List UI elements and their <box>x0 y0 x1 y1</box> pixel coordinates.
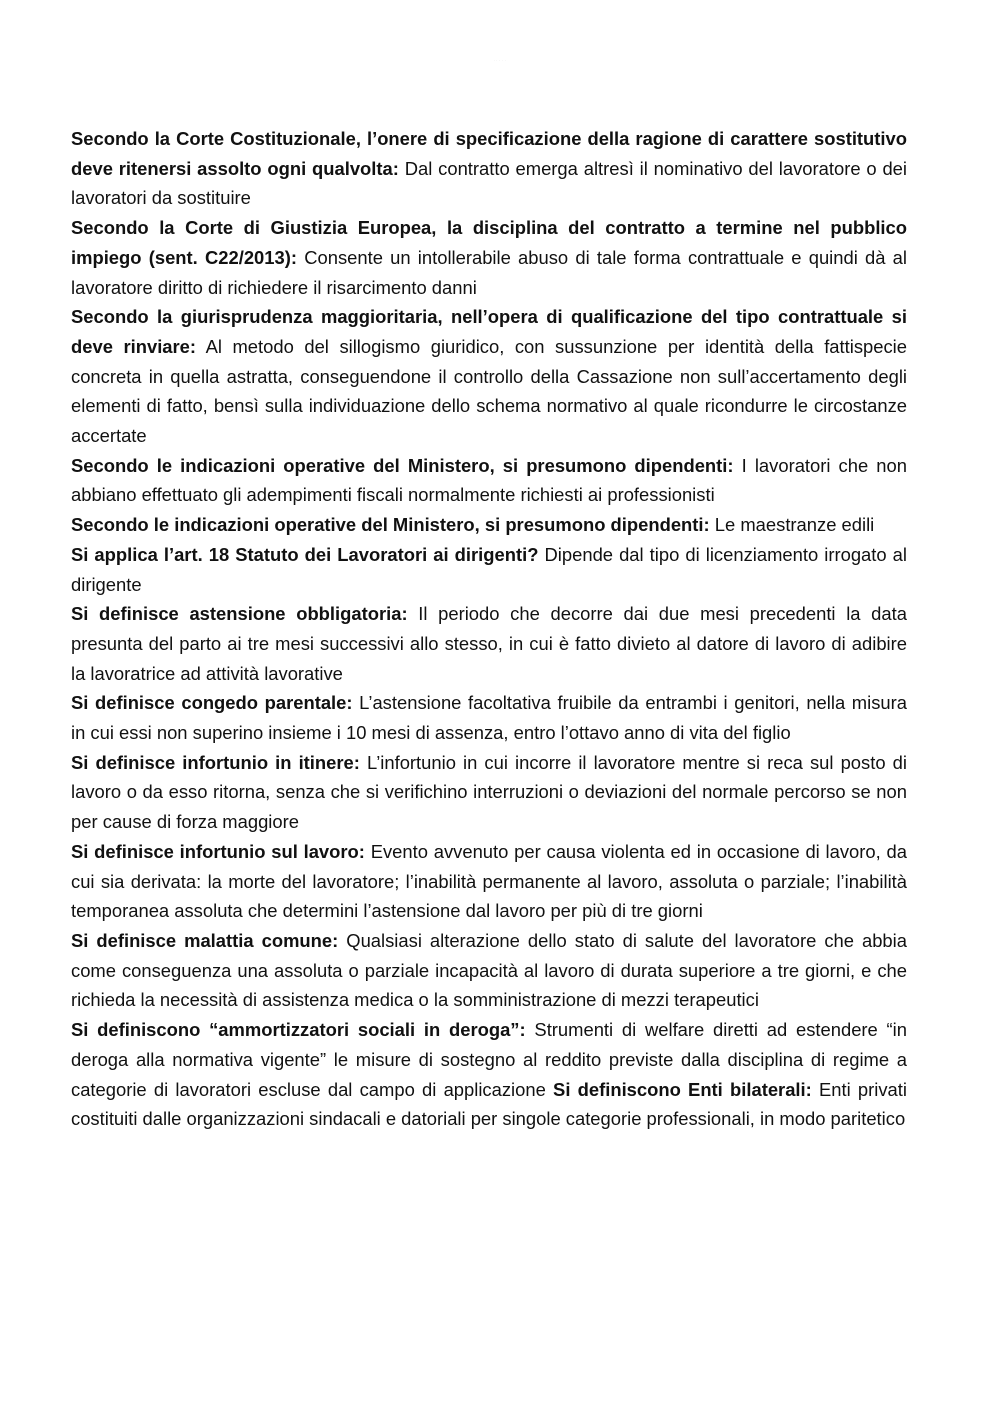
qa-entry <box>71 688 907 747</box>
question-text: Secondo la Corte Costituzionale, l’onere di specificazione della ragione di carattere sostitutivo deve ritenersi assolto ogni qualvolta: <box>71 128 907 179</box>
qa-entry <box>71 540 907 599</box>
answer-text: L’astensione facoltativa fruibile da entrambi i genitori, nella misura in cui essi non superino insieme i 10 mesi di assenza, entro l’ottavo anno di vita del figlio <box>71 692 907 744</box>
question-text: Si definisce infortunio sul lavoro: <box>71 840 365 862</box>
question-text: Secondo le indicazioni operative del Ministero, si presumono dipendenti: <box>71 454 734 476</box>
qa-entry <box>71 124 907 213</box>
answer-text: Dipende dal tipo di licenziamento irrogato al dirigente <box>71 543 907 595</box>
answer-text: Qualsiasi alterazione dello stato di salute del lavoratore che abbia come conseguenza una assoluta o parziale incapacità al lavoro di durata superiore a tre giorni, e che richieda la necessità di assistenza medica o la somministrazione di mezzi terapeutici <box>71 929 907 1011</box>
qa-entry <box>71 451 907 510</box>
qa-list <box>71 124 907 1134</box>
answer-text: Le maestranze edili <box>714 514 875 536</box>
question-text: Si definiscono Enti bilaterali: <box>553 1078 812 1100</box>
answer-text: Al metodo del sillogismo giuridico, con sussunzione per identità della fattispecie concreta in quella astratta, conseguendone il controllo della Cassazione non sull’accertamento degli elementi di fatto, bensì sulla individuazione dello schema normativo al quale ricondurre le circostanze accertate <box>71 335 907 447</box>
qa-entry <box>71 926 907 1015</box>
question-text: Si definiscono “ammortizzatori sociali in deroga”: <box>71 1019 526 1041</box>
qa-entry <box>71 302 907 451</box>
qa-entry <box>71 213 907 302</box>
question-text: Si definisce malattia comune: <box>71 929 339 951</box>
page-header-mark: · · · · · <box>493 58 507 62</box>
answer-text: Evento avvenuto per causa violenta ed in occasione di lavoro, da cui sia derivata: la morte del lavoratore; l’inabilità permanente al lavoro, assoluta o parziale; l’inabilità temporanea assoluta che determini l’astensione dal lavoro per più di tre giorni <box>71 840 907 922</box>
qa-entry <box>71 1015 907 1134</box>
question-text: Secondo la giurisprudenza maggioritaria, nell’opera di qualificazione del tipo contrattuale si deve rinviare: <box>71 306 907 357</box>
question-text: Secondo le indicazioni operative del Ministero, si presumono dipendenti: <box>71 514 710 536</box>
answer-text: Enti privati costituiti dalle organizzazioni sindacali e datoriali per singole categorie professionali, in modo paritetico <box>71 1078 907 1130</box>
qa-entry <box>71 510 907 540</box>
answer-text: Il periodo che decorre dai due mesi precedenti la data presunta del parto ai tre mesi successivi allo stesso, in cui è fatto divieto al datore di lavoro di adibire la lavoratrice ad attività lavorative <box>71 603 907 684</box>
qa-entry <box>71 599 907 688</box>
qa-entry <box>71 748 907 837</box>
answer-text: I lavoratori che non abbiano effettuato gli adempimenti fiscali normalmente richiesti ai professionisti <box>71 454 907 506</box>
qa-entry <box>71 837 907 926</box>
question-text: Si applica l’art. 18 Statuto dei Lavoratori ai dirigenti? <box>71 543 539 565</box>
question-text: Si definisce congedo parentale: <box>71 692 353 714</box>
question-text: Si definisce astensione obbligatoria: <box>71 603 408 625</box>
answer-text: L’infortunio in cui incorre il lavoratore mentre si reca sul posto di lavoro o da esso ritorna, senza che si verifichino interruzioni o deviazioni del normale percorso se non per cause di forza maggiore <box>71 751 907 833</box>
question-text: Secondo la Corte di Giustizia Europea, la disciplina del contratto a termine nel pubblico impiego (sent. C22/2013): <box>71 217 907 268</box>
answer-text: Strumenti di welfare diretti ad estendere “in deroga alla normativa vigente” le misure di sostegno al reddito previste dalla disciplina di regime a categorie di lavoratori escluse dal campo di applicazione <box>71 1019 907 1100</box>
answer-text: Dal contratto emerga altresì il nominativo del lavoratore o dei lavoratori da sostituire <box>71 157 907 209</box>
answer-text: Consente un intollerabile abuso di tale forma contrattuale e quindi dà al lavoratore diritto di richiedere il risarcimento danni <box>71 246 907 298</box>
question-text: Si definisce infortunio in itinere: <box>71 751 360 773</box>
